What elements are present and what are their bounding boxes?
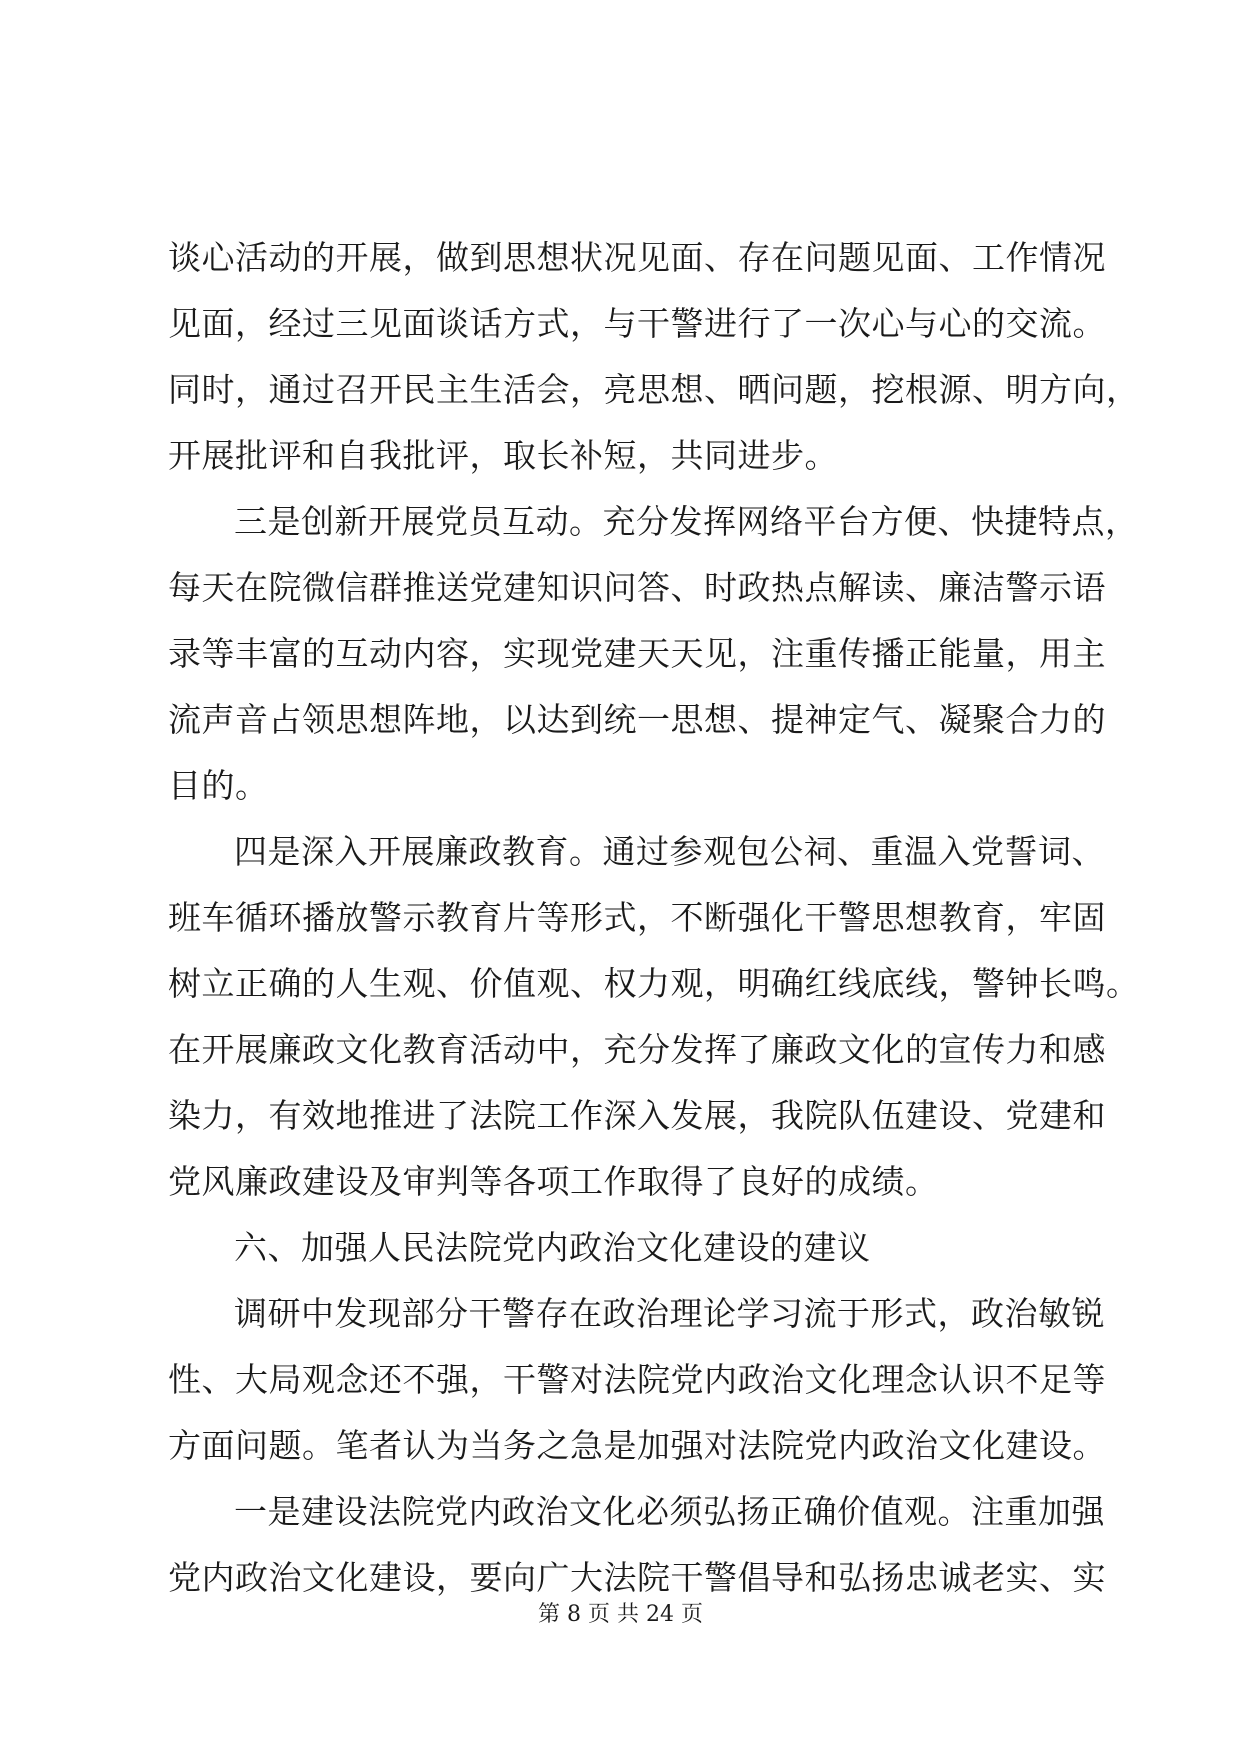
text-line: 同时，通过召开民主生活会，亮思想、晒问题，挖根源、明方向， xyxy=(168,370,1140,409)
text-line: 开展批评和自我批评，取长补短，共同进步。 xyxy=(168,436,838,475)
text-line: 录等丰富的互动内容，实现党建天天见，注重传播正能量，用主 xyxy=(168,634,1106,673)
text-line: 班车循环播放警示教育片等形式，不断强化干警思想教育，牢固 xyxy=(168,898,1106,937)
text-line: 在开展廉政文化教育活动中，充分发挥了廉政文化的宣传力和感 xyxy=(168,1030,1106,1069)
text-line: 谈心活动的开展，做到思想状况见面、存在问题见面、工作情况 xyxy=(168,238,1106,277)
text-line: 一是建设法院党内政治文化必须弘扬正确价值观。注重加强 xyxy=(234,1492,1105,1531)
text-line: 每天在院微信群推送党建知识问答、时政热点解读、廉洁警示语 xyxy=(168,568,1106,607)
page-footer: 第 8 页 共 24 页 xyxy=(538,1602,703,1627)
text-line: 树立正确的人生观、价值观、权力观，明确红线底线，警钟长鸣。 xyxy=(168,964,1140,1003)
text-line: 目的。 xyxy=(168,766,269,805)
text-line: 党内政治文化建设，要向广大法院干警倡导和弘扬忠诚老实、实 xyxy=(168,1558,1106,1597)
body-text xyxy=(168,225,1140,1611)
text-line: 性、大局观念还不强，干警对法院党内政治文化理念认识不足等 xyxy=(168,1360,1106,1399)
text-line: 染力，有效地推进了法院工作深入发展，我院队伍建设、党建和 xyxy=(168,1096,1106,1135)
text-line: 六、加强人民法院党内政治文化建设的建议 xyxy=(234,1228,871,1267)
text-line: 四是深入开展廉政教育。通过参观包公祠、重温入党誓词、 xyxy=(234,832,1105,871)
text-line: 调研中发现部分干警存在政治理论学习流于形式，政治敏锐 xyxy=(234,1294,1105,1333)
text-line: 三是创新开展党员互动。充分发挥网络平台方便、快捷特点， xyxy=(234,502,1139,541)
text-line: 党风廉政建设及审判等各项工作取得了良好的成绩。 xyxy=(168,1162,939,1201)
text-line: 见面，经过三见面谈话方式，与干警进行了一次心与心的交流。 xyxy=(168,304,1106,343)
text-line: 方面问题。笔者认为当务之急是加强对法院党内政治文化建设。 xyxy=(168,1426,1106,1465)
text-line: 流声音占领思想阵地，以达到统一思想、提神定气、凝聚合力的 xyxy=(168,700,1106,739)
